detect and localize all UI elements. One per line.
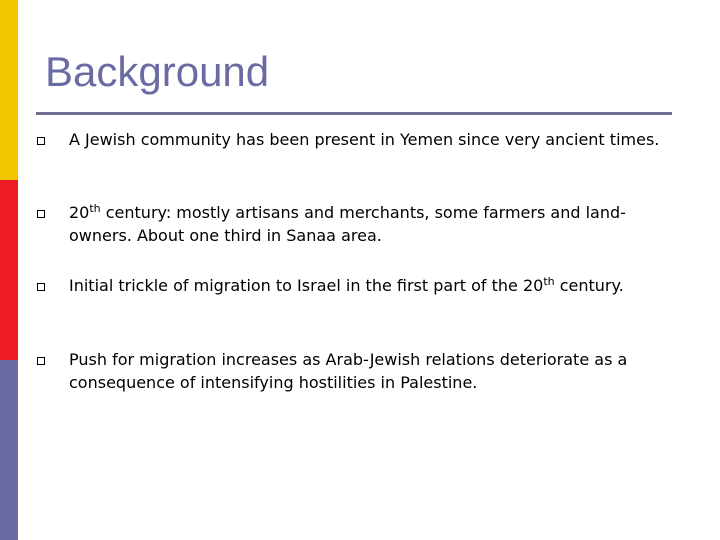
square-bullet-icon [37, 137, 45, 145]
slide-title: Background [45, 48, 270, 95]
accent-bar [0, 0, 18, 540]
square-bullet-icon [37, 357, 45, 365]
accent-bar-yellow [0, 0, 18, 180]
bullet-text: 20th century: mostly artisans and merchants, some farmers and land-owners. About one third in Sanaa area. [69, 202, 626, 245]
title-divider [36, 112, 672, 115]
bullet-text: Initial trickle of migration to Israel in the first part of the 20th century. [69, 275, 624, 295]
bullet-text: Push for migration increases as Arab-Jewish relations deteriorate as a consequence of intensifying hostilities in Palestine. [69, 350, 628, 392]
square-bullet-icon [37, 283, 45, 291]
bullet-text: A Jewish community has been present in Yemen since very ancient times. [69, 130, 660, 149]
accent-bar-blue [0, 360, 18, 540]
square-bullet-icon [37, 210, 45, 218]
accent-bar-red [0, 180, 18, 360]
